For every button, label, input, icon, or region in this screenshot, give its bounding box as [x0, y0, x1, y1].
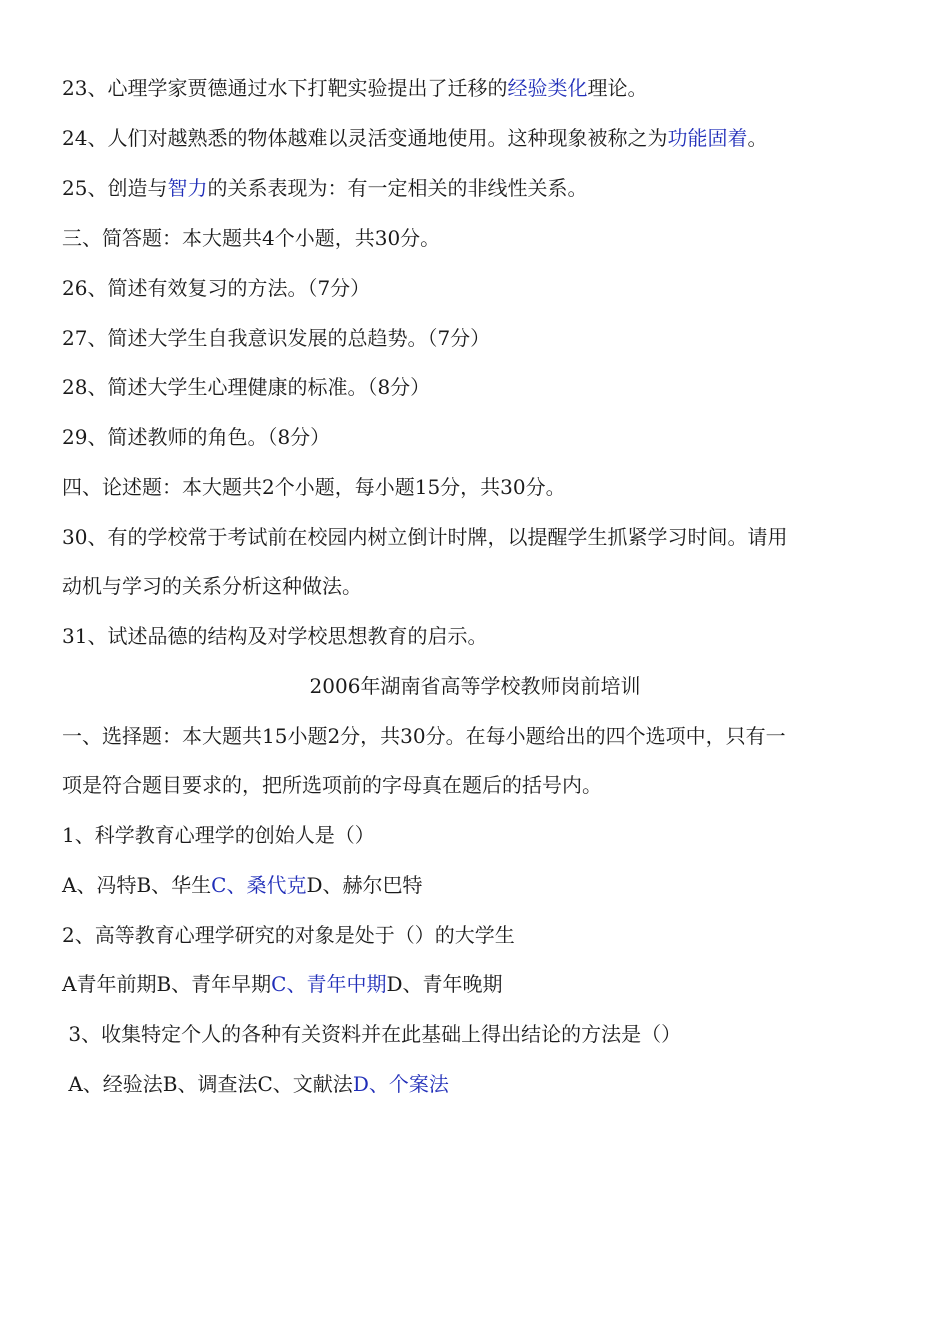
mc-q2-options-a-b: A青年前期B、青年早期	[62, 972, 272, 996]
q24-text	[62, 124, 910, 152]
q26-text: 26、简述有效复习的方法。（7分）	[62, 276, 371, 300]
section-1-heading-line2: 项是符合题目要求的，把所选项前的字母真在题后的括号内。	[62, 773, 602, 797]
q25-stem: 25、创造与	[62, 176, 168, 200]
q23-stem: 23、心理学家贾德通过水下打靶实验提出了迁移的	[62, 76, 508, 100]
q23-answer: 经验类化	[507, 76, 588, 100]
mc-q1-answer: C、桑代克	[211, 873, 307, 897]
q25-text	[62, 174, 910, 202]
mc-q1-options-a-b: A、冯特B、华生	[62, 873, 212, 897]
section-1-heading-line1: 一、选择题：本大题共15小题2分，共30分。在每小题给出的四个选项中，只有一	[62, 724, 786, 748]
mc-q3-text: 3、收集特定个人的各种有关资料并在此基础上得出结论的方法是（）	[62, 1022, 682, 1046]
q24-tail: 。	[747, 126, 768, 150]
mc-q3-answer: D、个案法	[352, 1072, 449, 1096]
q29-text: 29、简述教师的角色。（8分）	[62, 425, 331, 449]
mc-q2-answer: C、青年中期	[271, 972, 387, 996]
q25-answer: 智力	[167, 176, 208, 200]
q27-text: 27、简述大学生自我意识发展的总趋势。（7分）	[62, 326, 491, 350]
mc-q2-options	[62, 970, 910, 998]
q25-tail: 的关系表现为：有一定相关的非线性关系。	[207, 176, 588, 200]
q31-text: 31、试述品德的结构及对学校思想教育的启示。	[62, 624, 488, 648]
mc-q2-option-d: D、青年晚期	[386, 972, 503, 996]
q30-text-line2: 动机与学习的关系分析这种做法。	[62, 574, 362, 598]
mc-q1-text: 1、科学教育心理学的创始人是（）	[62, 823, 375, 847]
mc-q1-option-d: D、赫尔巴特	[306, 873, 423, 897]
q28-text: 28、简述大学生心理健康的标准。（8分）	[62, 375, 431, 399]
q24-stem: 24、人们对越熟悉的物体越难以灵活变通地使用。这种现象被称之为	[62, 126, 668, 150]
mc-q1-options	[62, 871, 910, 899]
q23-text	[62, 74, 910, 102]
mc-q3-options	[62, 1070, 910, 1098]
q30-text-line1: 30、有的学校常于考试前在校园内树立倒计时牌，以提醒学生抓紧学习时间。请用	[62, 525, 788, 549]
section-4-heading: 四、论述题：本大题共2个小题，每小题15分，共30分。	[62, 475, 566, 499]
q24-answer: 功能固着	[667, 126, 748, 150]
mc-q3-options-a-c: A、经验法B、调查法C、文献法	[62, 1072, 353, 1096]
mc-q2-text: 2、高等教育心理学研究的对象是处于（）的大学生	[62, 923, 515, 947]
q23-tail: 理论。	[587, 76, 648, 100]
section-3-heading: 三、简答题：本大题共4个小题，共30分。	[62, 226, 441, 250]
exam-title: 2006年湖南省高等学校教师岗前培训	[309, 674, 641, 698]
